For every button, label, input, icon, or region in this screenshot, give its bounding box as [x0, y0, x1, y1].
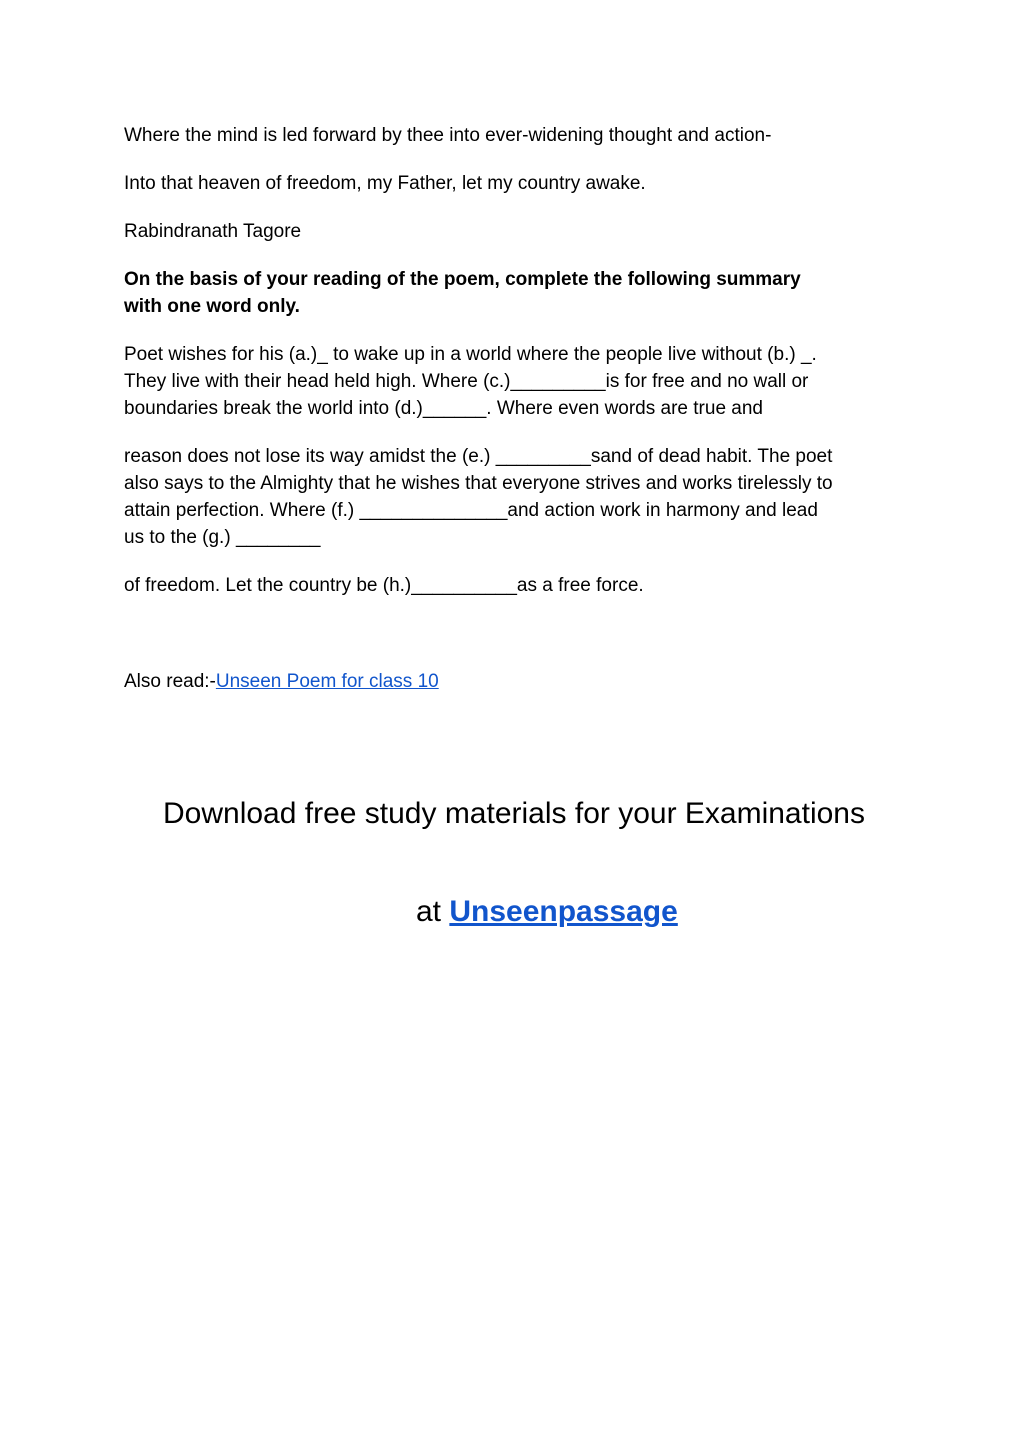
unseen-poem-link[interactable]: Unseen Poem for class 10	[215, 671, 439, 692]
also-read-line	[124, 668, 904, 695]
unseenpassage-link[interactable]: Unseenpassage	[449, 895, 678, 928]
poem-line-2: Into that heaven of freedom, my Father, let my country awake.	[124, 173, 646, 194]
download-site-line	[416, 894, 816, 930]
download-heading: Download free study materials for your Examinations	[163, 797, 865, 830]
summary-p2-line-4: us to the (g.) ________	[124, 527, 321, 548]
summary-p1-line-2: They live with their head held high. Where (c.)_________is for free and no wall or	[124, 371, 809, 392]
summary-p3-line-1: of freedom. Let the country be (h.)__________as a free force.	[124, 575, 644, 596]
summary-p2-line-2: also says to the Almighty that he wishes that everyone strives and works tirelessly to	[124, 473, 833, 494]
also-read-prefix: Also read:-	[124, 671, 216, 692]
instruction-line-2: with one word only.	[124, 296, 300, 317]
poem-author: Rabindranath Tagore	[124, 221, 302, 242]
poem-line-1: Where the mind is led forward by thee into ever-widening thought and action-	[124, 125, 772, 146]
summary-p2-line-3: attain perfection. Where (f.) ______________and action work in harmony and lead	[124, 500, 818, 521]
summary-p1-line-1: Poet wishes for his (a.)_ to wake up in a world where the people live without (b.) _.	[124, 344, 817, 365]
summary-p1-line-3: boundaries break the world into (d.)______. Where even words are true and	[124, 398, 763, 419]
download-at-prefix: at	[416, 895, 450, 928]
instruction-line-1: On the basis of your reading of the poem, complete the following summary	[124, 269, 801, 290]
summary-p2-line-1: reason does not lose its way amidst the (e.) _________sand of dead habit. The poet	[124, 446, 833, 467]
